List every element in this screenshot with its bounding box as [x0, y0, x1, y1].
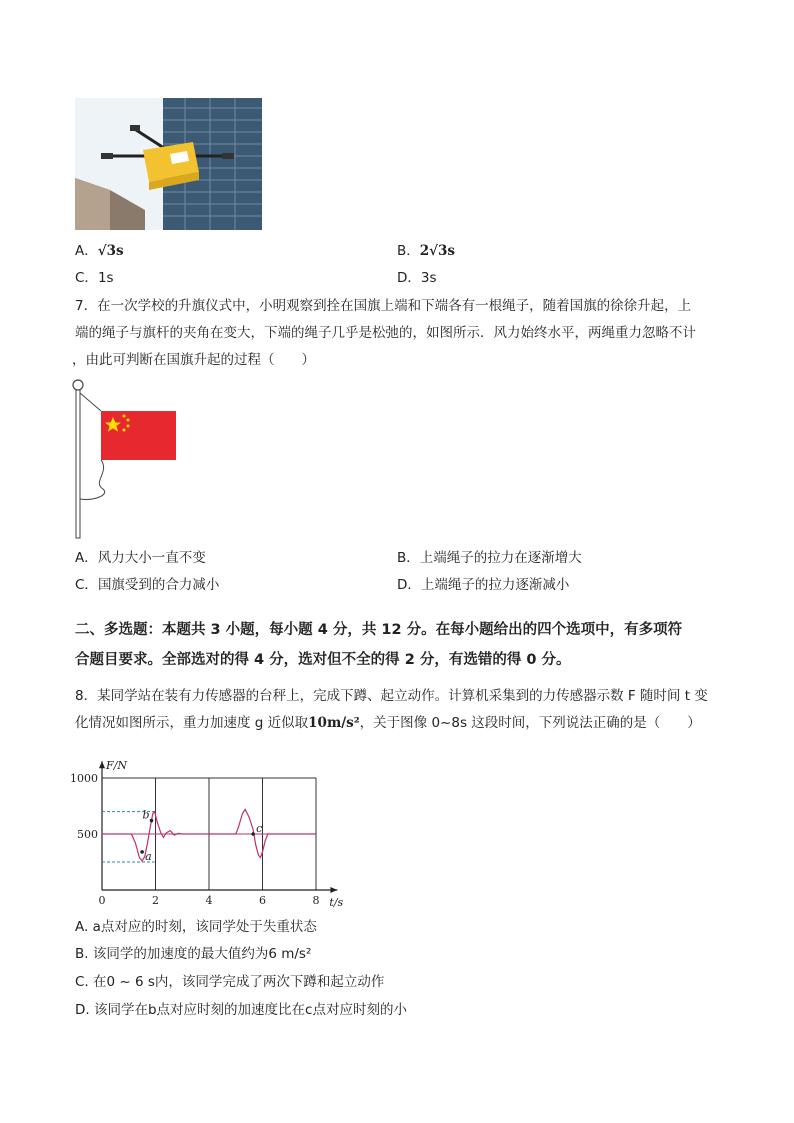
force-time-chart [70, 738, 360, 913]
point-label-a: a [145, 849, 152, 863]
q8-gravity-value: 10m/s² [308, 715, 360, 731]
lower-rope [80, 460, 105, 499]
point-label-b: b [142, 808, 150, 822]
q6-option-d[interactable] [397, 268, 437, 288]
y-axis-arrow-icon [99, 761, 105, 768]
q7-option-a-letter: A． [75, 550, 98, 566]
drone-photo [75, 98, 262, 230]
q8-stem-line-1: 8．某同学站在装有力传感器的台秤上，完成下蹲、起立动作。计算机采集到的力传感器示数 F 随时间 t 变 [75, 688, 708, 704]
pole-top-ball [73, 380, 83, 390]
x-tick-label-8: 8 [312, 894, 320, 907]
q8-option-c[interactable]: C. 在0 ~ 6 s内，该同学完成了两次下蹲和起立动作 [75, 974, 385, 990]
point-b [150, 819, 154, 823]
flag-diagram-svg [70, 377, 182, 542]
point-a [140, 850, 144, 854]
flag-pole [76, 390, 80, 538]
q6-option-c[interactable] [75, 268, 114, 288]
q7-stem-line-1: 7．在一次学校的升旗仪式中，小明观察到拴在国旗上端和下端各有一根绳子，随着国旗的徐徐升起，上 [75, 298, 692, 314]
y-tick-label-500: 500 [77, 828, 98, 841]
q6-option-b-letter: B． [397, 243, 420, 259]
q6-option-a-value: √3s [97, 243, 124, 259]
q6-option-c-letter: C． [75, 270, 98, 286]
q7-option-d[interactable] [397, 575, 569, 595]
x-axis-arrow-icon [330, 887, 337, 893]
force-time-chart-svg [70, 738, 360, 913]
point-c [251, 832, 255, 836]
q7-option-b[interactable] [397, 548, 582, 568]
x-tick-label-2: 2 [152, 894, 159, 907]
q6-option-a-letter: A． [75, 243, 98, 259]
q7-stem-line-2: 端的绳子与旗杆的夹角在变大，下端的绳子几乎是松弛的，如图所示．风力始终水平，两绳重力忽略不计 [75, 325, 696, 341]
x-tick-label-6: 6 [259, 894, 266, 907]
drone-photo-svg [75, 98, 262, 230]
q6-option-c-value: 1s [97, 270, 114, 286]
section-2-header-line-2: 合题目要求。全部选对的得 4 分，选对但不全的得 2 分，有选错的得 0 分。 [75, 652, 571, 668]
q6-option-d-value: 3s [420, 270, 437, 286]
point-label-c: c [256, 822, 263, 835]
flag [101, 411, 176, 460]
q7-option-c-letter: C． [75, 577, 98, 593]
q7-option-a-text: 风力大小一直不变 [97, 550, 206, 566]
y-axis-label: F/N [106, 759, 127, 773]
q6-option-a[interactable] [75, 241, 124, 261]
upper-rope [80, 393, 101, 411]
q8-option-b[interactable]: B. 该同学的加速度的最大值约为6 m/s² [75, 946, 312, 962]
q8-option-d[interactable]: D. 该同学在b点对应时刻的加速度比在c点对应时刻的小 [75, 1002, 407, 1018]
q7-option-d-letter: D． [397, 577, 421, 593]
x-tick-label-4: 4 [205, 894, 213, 907]
q7-option-d-text: 上端绳子的拉力逐渐减小 [420, 577, 570, 593]
q8-stem-line-2-b: ，关于图像 0~8s 这段时间，下列说法正确的是（ ） [359, 715, 701, 731]
q8-stem-line-2-a: 化情况如图所示，重力加速度 g 近似取 [75, 715, 309, 731]
q6-option-b-value: 2√3s [419, 243, 456, 259]
q7-option-a[interactable] [75, 548, 206, 568]
x-tick-label-0: 0 [98, 894, 106, 907]
y-tick-label-1000: 1000 [70, 772, 98, 785]
q6-option-b[interactable] [397, 241, 455, 261]
q7-stem-line-3: ，由此可判断在国旗升起的过程（ ） [72, 352, 315, 368]
x-axis-label: t/s [329, 896, 344, 909]
q7-option-c-text: 国旗受到的合力减小 [97, 577, 220, 593]
q7-option-c[interactable] [75, 575, 219, 595]
flag-diagram [70, 377, 182, 542]
q8-stem-line-2 [75, 713, 701, 733]
q6-option-d-letter: D． [397, 270, 421, 286]
q7-option-b-text: 上端绳子的拉力在逐渐增大 [419, 550, 582, 566]
section-2-header-line-1: 二、多选题：本题共 3 小题，每小题 4 分，共 12 分。在每小题给出的四个选项中，有多项符 [75, 622, 683, 638]
q8-option-a[interactable]: A. a点对应的时刻，该同学处于失重状态 [75, 919, 317, 935]
q7-option-b-letter: B． [397, 550, 420, 566]
